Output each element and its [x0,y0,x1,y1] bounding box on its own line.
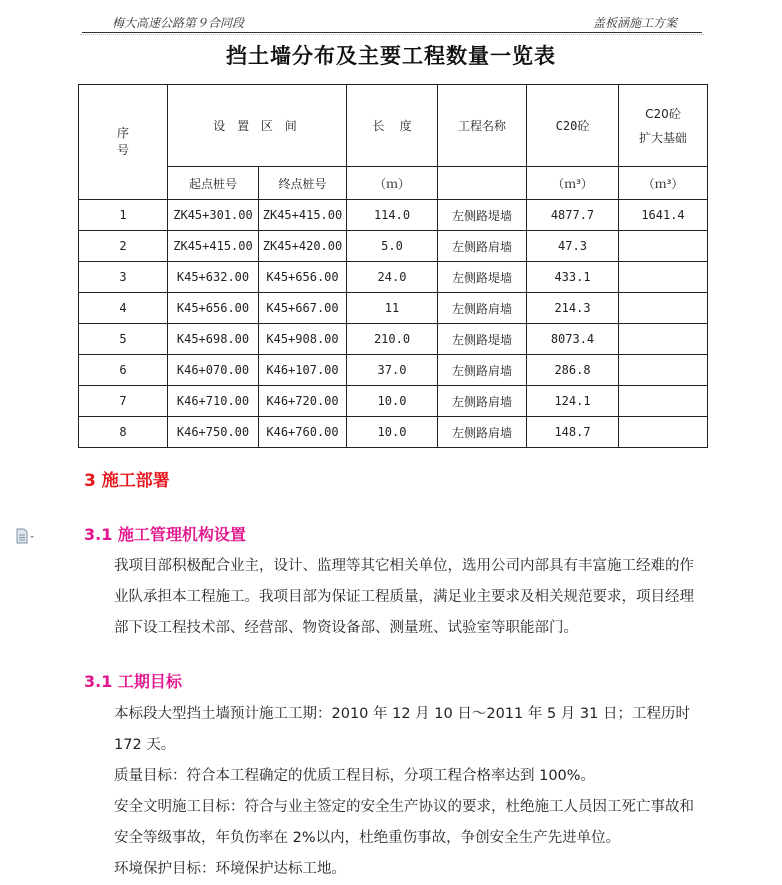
cell-length: 5.0 [347,231,438,262]
schedule-paragraph: 本标段大型挡土墙预计施工工期：2010 年 12 月 10 日～2011 年 5 月 31 日；工程历时172 天。 [114,706,690,753]
cell-end: K45+656.00 [259,262,347,293]
section-3-heading: 3 施工部署 [84,471,170,491]
cell-start: K45+632.00 [168,262,259,293]
table-row [79,386,708,417]
cell-length: 37.0 [347,355,438,386]
cell-seq: 3 [79,262,168,293]
header-length-unit: （ｍ） [347,167,438,200]
cell-c20: 214.3 [527,293,619,324]
section-3-1-text [84,551,706,644]
cell-seq: 5 [79,324,168,355]
table-row [79,417,708,448]
cell-name: 左侧路堤墙 [438,324,527,355]
cell-name: 左侧路肩墙 [438,231,527,262]
cell-start: ZK45+301.00 [168,200,259,231]
cell-length: 24.0 [347,262,438,293]
cell-c20: 286.8 [527,355,619,386]
cell-base [619,324,708,355]
header-margin-mark [80,34,704,36]
cell-name: 左侧路堤墙 [438,200,527,231]
header-project-name: 工程名称 [438,85,527,167]
cell-c20: 8073.4 [527,324,619,355]
page-header [82,10,702,33]
cell-c20: 433.1 [527,262,619,293]
cell-base [619,386,708,417]
table-row [79,262,708,293]
cell-base [619,293,708,324]
cell-length: 210.0 [347,324,438,355]
retaining-wall-table [78,84,708,448]
cell-end: K46+720.00 [259,386,347,417]
table-row [79,200,708,231]
cell-seq: 6 [79,355,168,386]
cell-length: 114.0 [347,200,438,231]
cell-length: 11 [347,293,438,324]
table-row [79,324,708,355]
cell-start: K45+698.00 [168,324,259,355]
cell-base [619,262,708,293]
cell-name: 左侧路肩墙 [438,355,527,386]
cell-start: K46+710.00 [168,386,259,417]
document-icon[interactable] [14,528,36,544]
header-document-name: 盖板涵施工方案 [592,16,677,30]
cell-seq: 7 [79,386,168,417]
cell-name: 左侧路堤墙 [438,262,527,293]
cell-end: ZK45+415.00 [259,200,347,231]
cell-c20: 47.3 [527,231,619,262]
section-3-1-heading: 3.1 施工管理机构设置 [84,525,246,544]
cell-seq: 2 [79,231,168,262]
environment-target-paragraph: 环境保护目标：环境保护达标工地。 [114,861,346,877]
header-c20: C20砼 [527,85,619,167]
cell-end: K45+908.00 [259,324,347,355]
cell-seq: 4 [79,293,168,324]
cell-c20: 148.7 [527,417,619,448]
safety-target-paragraph: 安全文明施工目标：符合与业主签定的安全生产协议的要求，杜绝施工人员因工死亡事故和安全等级事故，年负伤率在 2%以内，杜绝重伤事故，争创安全生产先进单位。 [114,799,694,846]
header-project-name: 梅大高速公路第９合同段 [112,16,245,30]
header-seq: 序 号 [79,85,168,200]
header-c20-unit: （ｍ³） [527,167,619,200]
header-range: 设 置 区 间 [168,85,347,167]
table-title: 挡土墙分布及主要工程数量一览表 [226,44,556,68]
cell-length: 10.0 [347,417,438,448]
table-row [79,293,708,324]
table-row [79,355,708,386]
cell-end: K46+760.00 [259,417,347,448]
quality-target-paragraph: 质量目标：符合本工程确定的优质工程目标，分项工程合格率达到 100%。 [114,768,596,784]
cell-c20: 124.1 [527,386,619,417]
cell-name: 左侧路肩墙 [438,417,527,448]
cell-seq: 1 [79,200,168,231]
cell-start: ZK45+415.00 [168,231,259,262]
cell-end: ZK45+420.00 [259,231,347,262]
cell-base [619,417,708,448]
cell-c20: 4877.7 [527,200,619,231]
cell-length: 10.0 [347,386,438,417]
section-3-1-paragraph: 我项目部积极配合业主，设计、监理等其它相关单位，选用公司内部具有丰富施工经难的作业队承担本工程施工。我项目部为保证工程质量，满足业主要求及相关规范要求，项目经理部下设工程技术部、经营部、物资设备部、测量班、试验室等职能部门。 [114,558,694,636]
cell-end: K45+667.00 [259,293,347,324]
header-end-station: 终点桩号 [259,167,347,200]
cell-name: 左侧路肩墙 [438,386,527,417]
cell-base [619,231,708,262]
cell-seq: 8 [79,417,168,448]
cell-base: 1641.4 [619,200,708,231]
cell-base [619,355,708,386]
section-3-1-duration-heading: 3.1 工期目标 [84,672,182,691]
table-row [79,231,708,262]
header-c20-base-unit: （ｍ³） [619,167,708,200]
cell-start: K45+656.00 [168,293,259,324]
cell-start: K46+070.00 [168,355,259,386]
header-name-blank [438,167,527,200]
header-start-station: 起点桩号 [168,167,259,200]
cell-start: K46+750.00 [168,417,259,448]
header-c20-base: C20砼 扩大基础 [619,85,708,167]
cell-name: 左侧路肩墙 [438,293,527,324]
section-3-1-duration-text [84,699,706,885]
cell-end: K46+107.00 [259,355,347,386]
header-length: 长 度 [347,85,438,167]
